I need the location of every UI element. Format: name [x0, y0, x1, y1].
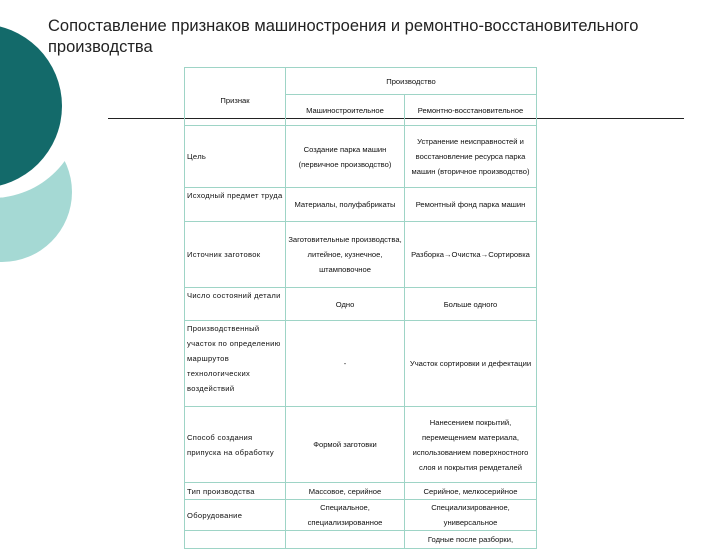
- header-machine: Машиностроительное: [286, 95, 405, 126]
- row-machine: Массовое, серийное: [286, 483, 405, 500]
- row-feature: Исходный предмет труда: [185, 188, 286, 222]
- comparison-table: [184, 67, 537, 549]
- row-machine: -: [286, 321, 405, 407]
- row-repair: Нанесением покрытий, перемещением материала, использованием поверхностного слоя и покрытия ремдеталей: [405, 407, 537, 483]
- slide-title: Сопоставление признаков машиностроения и ремонтно-восстановительного производства: [48, 17, 639, 56]
- row-repair: Годные после разборки,: [405, 531, 537, 549]
- row-repair: Устранение неисправностей и восстановление ресурса парка машин (вторичное производство): [405, 126, 537, 188]
- row-repair: Больше одного: [405, 288, 537, 321]
- row-repair: Специализированное, универсальное: [405, 500, 537, 531]
- row-feature: Производственный участок по определению маршрутов технологических воздействий: [185, 321, 286, 407]
- row-feature: Оборудование: [185, 500, 286, 531]
- row-machine: Формой заготовки: [286, 407, 405, 483]
- row-feature: Тип производства: [185, 483, 286, 500]
- row-machine: Одно: [286, 288, 405, 321]
- row-feature: Способ создания припуска на обработку: [185, 407, 286, 483]
- row-machine: Заготовительные производства, литейное, кузнечное, штамповочное: [286, 222, 405, 288]
- row-machine: Специальное, специализированное: [286, 500, 405, 531]
- row-machine: Материалы, полуфабрикаты: [286, 188, 405, 222]
- row-repair: Разборка→Очистка→Сортировка: [405, 222, 537, 288]
- row-feature: Цель: [185, 126, 286, 188]
- row-feature: Источник заготовок: [185, 222, 286, 288]
- header-production: Производство: [286, 68, 537, 95]
- header-repair: Ремонтно-восстановительное: [405, 95, 537, 126]
- row-repair: Участок сортировки и дефектации: [405, 321, 537, 407]
- header-feature: Признак: [185, 68, 286, 126]
- row-feature: Число состояний детали: [185, 288, 286, 321]
- row-repair: Серийное, мелкосерийное: [405, 483, 537, 500]
- row-machine: Создание парка машин (первичное производство): [286, 126, 405, 188]
- row-repair: Ремонтный фонд парка машин: [405, 188, 537, 222]
